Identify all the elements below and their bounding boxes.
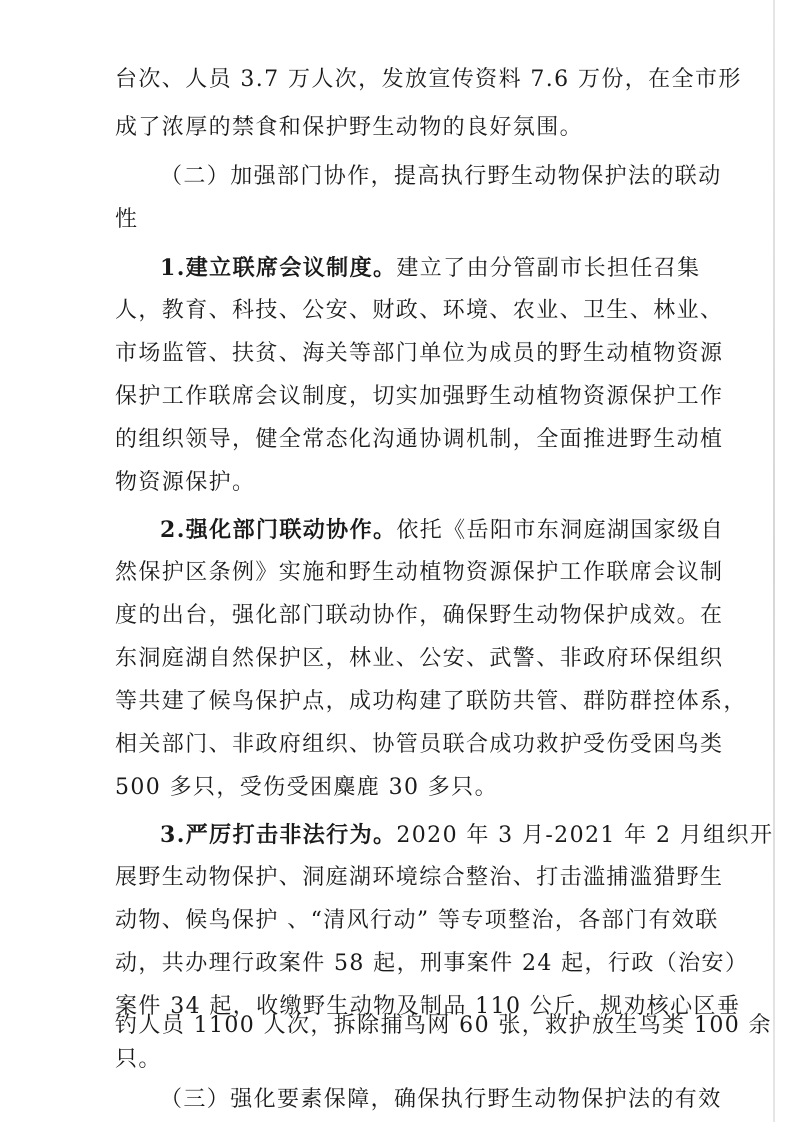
item-text: 2020 年 3 月-2021 年 2 月组织开 [396, 823, 774, 848]
paragraph-line: 等共建了候鸟保护点，成功构建了联防共管、群防群控体系， [115, 689, 747, 714]
paragraph-line: 东洞庭湖自然保护区，林业、公安、武警、非政府环保组织 [115, 646, 724, 671]
paragraph-line: 度的出台，强化部门联动协作，确保野生动物保护成效。在 [115, 603, 724, 628]
item-text: 依托《岳阳市东洞庭湖国家级自 [396, 518, 724, 543]
section-heading: 性 [115, 207, 139, 232]
item-heading: 2.强化部门联动协作。 [160, 517, 397, 543]
paragraph-line: 动物、候鸟保护 、“清风行动” 等专项整治，各部门有效联 [115, 908, 719, 933]
paragraph-line: 物资源保护。 [115, 470, 256, 495]
paragraph-line [160, 815, 774, 855]
paragraph-line [160, 248, 701, 288]
paragraph-line: 人，教育、科技、公安、财政、环境、农业、卫生、林业、 [115, 298, 724, 323]
item-text: 建立了由分管副市长担任召集 [396, 256, 701, 281]
paragraph-line: 保护工作联席会议制度，切实加强野生动植物资源保护工作 [115, 384, 724, 409]
paragraph-line: 的组织领导，健全常态化沟通协调机制，全面推进野生动植 [115, 427, 724, 452]
section-heading: （二）加强部门协作，提高执行野生动物保护法的联动 [160, 164, 722, 189]
paragraph-line: 只。 [115, 1047, 162, 1072]
paragraph-line: 案件 34 起，收缴野生动物及制品 110 公斤，规劝核心区垂 [115, 994, 741, 1019]
paragraph-line: 市场监管、扶贫、海关等部门单位为成员的野生动植物资源 [115, 341, 724, 366]
paragraph-line: 动，共办理行政案件 58 起，刑事案件 24 起，行政（治安） [115, 951, 749, 976]
paragraph-line: 然保护区条例》实施和野生动植物资源保护工作联席会议制 [115, 560, 724, 585]
paragraph-line: 钓人员 1100 人次，拆除捕鸟网 60 张，救护放生鸟类 100 余 [115, 1013, 772, 1038]
paragraph-line: 台次、人员 3.7 万人次，发放宣传资料 7.6 万份，在全市形 [115, 67, 742, 92]
paragraph-line: 相关部门、非政府组织、协管员联合成功救护受伤受困鸟类 [115, 732, 724, 757]
paragraph-line: 成了浓厚的禁食和保护野生动物的良好氛围。 [115, 115, 584, 140]
item-heading: 1.建立联席会议制度。 [160, 255, 397, 281]
scan-edge-shadow [773, 0, 775, 1122]
item-heading: 3.严厉打击非法行为。 [160, 822, 397, 848]
paragraph-line: （三）强化要素保障，确保执行野生动物保护法的有效 [160, 1087, 722, 1112]
paragraph-line: 500 多只，受伤受困麋鹿 30 多只。 [115, 775, 498, 800]
paragraph-line: 展野生动物保护、洞庭湖环境综合整治、打击滥捕滥猎野生 [115, 865, 724, 890]
paragraph-line [160, 510, 724, 550]
